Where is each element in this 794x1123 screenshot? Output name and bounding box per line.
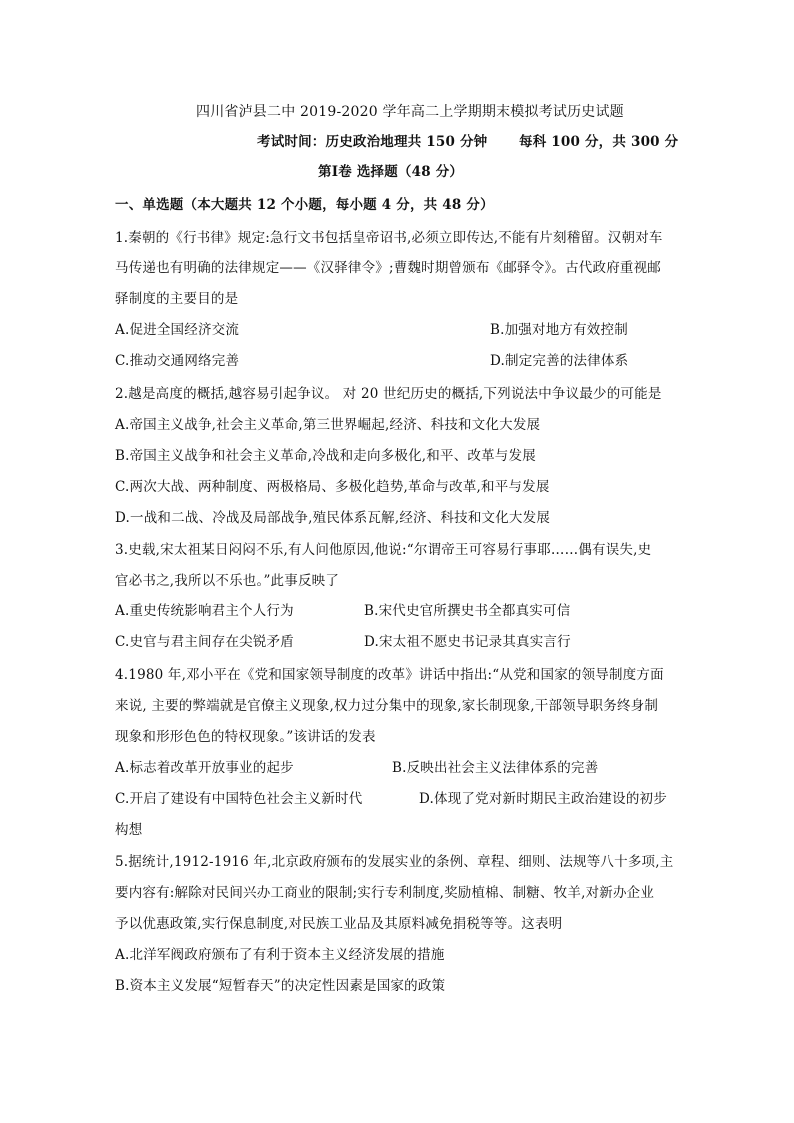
q4-stem-line-2: 来说, 主要的弊端就是官僚主义现象,权力过分集中的现象,家长制现象,干部领导职务终身制 <box>115 698 659 714</box>
q4-option-a: A.标志着改革开放事业的起步 <box>115 760 294 776</box>
q2-option-a: A.帝国主义战争,社会主义革命,第三世界崛起,经济、科技和文化大发展 <box>115 417 541 433</box>
q3-stem-line-2: 官必书之,我所以不乐也。”此事反映了 <box>115 573 340 589</box>
q2-option-c: C.两次大战、两种制度、两极格局、多极化趋势,革命与改革,和平与发展 <box>115 479 550 495</box>
q1-stem-line-1: 1.秦朝的《行书律》规定:急行文书包括皇帝诏书,必须立即传达,不能有片刻稽留。汉朝对车 <box>115 230 663 246</box>
q2-option-d: D.一战和二战、冷战及局部战争,殖民体系瓦解,经济、科技和文化大发展 <box>115 510 551 526</box>
section-heading: 一、单选题（本大题共 12 个小题，每小题 4 分，共 48 分） <box>115 197 494 213</box>
q5-stem-line-2: 要内容有:解除对民间兴办工商业的限制;实行专利制度,奖励植棉、制糖、牧羊,对新办企业 <box>115 885 655 901</box>
q3-option-c: C.史官与君主间存在尖锐矛盾 <box>115 634 294 650</box>
q3-stem-line-1: 3.史载,宋太祖某日闷闷不乐,有人问他原因,他说:“尔谓帝王可容易行事耶……偶有误失,史 <box>115 542 652 558</box>
exam-score: 每科 100 分，共 300 分 <box>519 134 679 150</box>
q2-stem-line-1: 2.越是高度的概括,越容易引起争议。 对 20 世纪历史的概括,下列说法中争议最少的可能是 <box>115 386 662 402</box>
q1-option-c: C.推动交通网络完善 <box>115 353 240 369</box>
q4-option-d: D.体现了党对新时期民主政治建设的初步 <box>419 791 667 807</box>
q4-stem-line-1: 4.1980 年,邓小平在《党和国家领导制度的改革》讲话中指出:“从党和国家的领导制度方面 <box>115 667 664 683</box>
q4-stem-line-3: 现象和形形色色的特权现象。”该讲话的发表 <box>115 729 376 745</box>
q2-option-b: B.帝国主义战争和社会主义革命,冷战和走向多极化,和平、改革与发展 <box>115 448 536 464</box>
q3-option-a: A.重史传统影响君主个人行为 <box>115 603 294 619</box>
q1-option-b: B.加强对地方有效控制 <box>490 322 628 338</box>
q4-option-b: B.反映出社会主义法律体系的完善 <box>392 760 599 776</box>
q1-option-a: A.促进全国经济交流 <box>115 322 240 338</box>
q5-stem-line-3: 予以优惠政策,实行保息制度,对民族工业品及其原料减免捐税等等。这表明 <box>115 916 563 932</box>
volume-heading: 第Ⅰ卷 选择题（48 分） <box>318 164 464 180</box>
q1-stem-line-3: 驿制度的主要目的是 <box>115 291 239 307</box>
q4-option-c: C.开启了建设有中国特色社会主义新时代 <box>115 791 363 807</box>
exam-title: 四川省泸县二中 2019-2020 学年高二上学期期末模拟考试历史试题 <box>196 104 624 120</box>
q5-option-a: A.北洋军阀政府颁布了有利于资本主义经济发展的措施 <box>115 947 445 963</box>
q3-option-b: B.宋代史官所撰史书全都真实可信 <box>364 603 571 619</box>
q1-stem-line-2: 马传递也有明确的法律规定——《汉驿律令》;曹魏时期曾颁布《邮驿令》。古代政府重视邮 <box>115 260 661 276</box>
q5-option-b: B.资本主义发展“短暂春天”的决定性因素是国家的政策 <box>115 978 446 994</box>
q5-stem-line-1: 5.据统计,1912-1916 年,北京政府颁布的发展实业的条例、章程、细则、法规等八十多项,主 <box>115 854 674 870</box>
q3-option-d: D.宋太祖不愿史书记录其真实言行 <box>364 634 571 650</box>
q1-option-d: D.制定完善的法律体系 <box>490 353 629 369</box>
q4-option-d-continued: 构想 <box>115 822 143 838</box>
exam-time: 考试时间：历史政治地理共 150 分钟 <box>257 134 488 150</box>
